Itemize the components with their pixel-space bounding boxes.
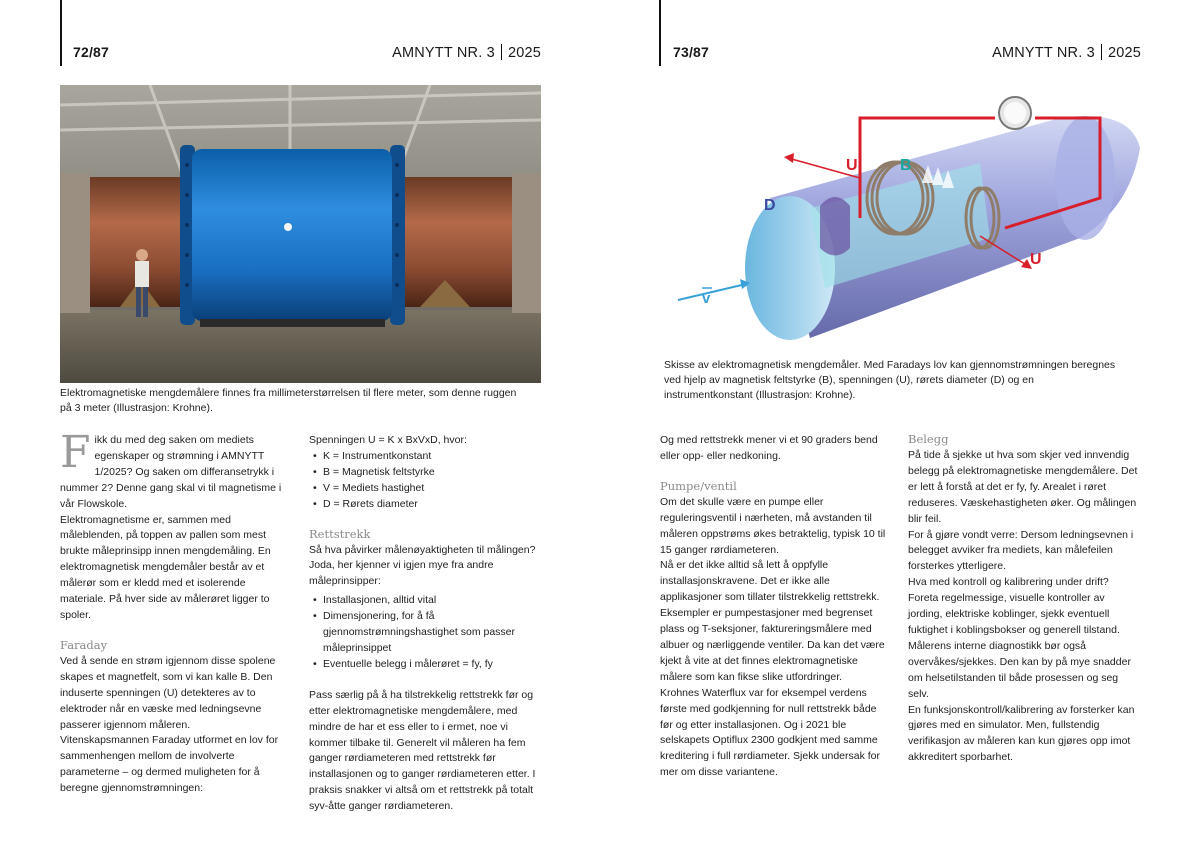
magazine-header: [992, 44, 1141, 61]
accuracy-list: [309, 593, 541, 673]
paragraph: Og med rettstrekk mener vi et 90 graders bend eller opp- eller nedkoning.: [660, 434, 878, 462]
paragraph: For å gjøre vondt verre: Dersom ledningsevnen i belegget avviker fra mediets, kan målefeilen forsterkes ytterligere.: [908, 528, 1134, 573]
list-item: • K = Instrumentkonstant: [323, 449, 541, 465]
article-column-4: [908, 431, 1141, 766]
list-item: • Dimensjonering, for å få gjennomstrømningshastighet som passer måleprinsippet: [323, 609, 541, 657]
header-rule: [659, 0, 661, 66]
diagram-label-b: B: [900, 157, 912, 174]
magazine-year: 2025: [1107, 45, 1141, 61]
section-heading-pumpe: Pumpe/ventil: [660, 478, 737, 493]
list-item: • Installasjonen, alltid vital: [323, 593, 541, 609]
diagram-label-u-right: U: [1030, 251, 1042, 268]
right-page: [600, 0, 1200, 849]
list-item: • V = Mediets hastighet: [323, 481, 541, 497]
section-heading-rettstrekk: Rettstrekk: [309, 526, 371, 541]
paragraph: Krohnes Waterflux var for eksempel verdens første med godkjenning for null rettstrekk både før og etter installasjonen. Og i 2021 ble selskapets Optiflux 2300 godkjent med samme kreditering i full rørdiameter. Sjekk undersak for mer om disse variantene.: [660, 686, 881, 779]
magazine-header: [392, 44, 541, 61]
diagram-label-u-top: U: [846, 157, 858, 174]
formula-intro: Spenningen U = K x BxVxD, hvor:: [309, 434, 467, 446]
header-rule: [60, 0, 62, 66]
section-heading-belegg: Belegg: [908, 432, 949, 446]
paragraph: En funksjonskontroll/kalibrering av forsterker kan gjøres med en simulator. Men, fullstendig verifikasjon av måleren kan kun gjøres opp imot akkreditert sporbarhet.: [908, 703, 1135, 764]
article-column-1: [60, 427, 292, 797]
paragraph: Hva med kontroll og kalibrering under drift? Foreta regelmessige, visuelle kontroller av jording, elektriske koblinger, sjekk eventuell fuktighet i koblingsbokser og generell tilstand.: [908, 576, 1120, 636]
drop-cap: F: [60, 427, 91, 478]
list-item: • B = Magnetisk feltstyrke: [323, 465, 541, 481]
article-column-2: [309, 433, 541, 815]
diagram-label-d: D: [764, 197, 776, 214]
page-number: 73/87: [673, 44, 710, 60]
paragraph: Vitenskapsmannen Faraday utformet en lov for sammenhengen mellom de involverte parameterne – og dermed muligheten for å beregne gjennomstrømningen:: [60, 734, 279, 795]
paragraph: Elektromagnetisme er, sammen med måleblenden, på toppen av pallen som mest brukte måleprinsipp innen mengdemåling. En elektromagnetisk mengdemåler består av et målerør som er kledd med et isolerende materiale. På hver side av målerøret ligger to spoler.: [60, 513, 271, 621]
paragraph: Pass særlig på å ha tilstrekkelig rettstrekk før og etter elektromagnetiske mengdemålere, med mindre de har et ess eller to i ermet, noe vi kommer tilbake til. Generelt vil måleren ha fem ganger rørdiameteren med rettstrekk før installasjonen og to ganger rørdiameteren etter. I praksis snakker vi altså om et rettstrekk på totalt syv-åtte ganger rørdiameteren.: [309, 688, 536, 813]
paragraph: Så hva påvirker målenøyaktigheten til målingen? Joda, her kjenner vi igjen mye fra andre måleprinsipper:: [309, 543, 536, 588]
magazine-title: AMNYTT NR. 3: [392, 45, 495, 61]
flowmeter-diagram: [660, 88, 1141, 350]
formula-list: [309, 449, 541, 513]
paragraph: Målerens interne diagnostikk bør også overvåkes/sjekkes. Den kan by på mye snadder om helsetilstanden til både prosessen og seg selv.: [908, 639, 1131, 700]
article-column-3: [660, 433, 892, 781]
section-heading-faraday: Faraday: [60, 637, 108, 652]
paragraph: Nå er det ikke alltid så lett å oppfylle installasjonskravene. Det er ikke alle applikasjoner som tillater tilstrekkelig rettstrekk. Eksempler er pumpestasjoner med begrenset plass og T-seksjoner, faktureringsmålere med albuer og nærliggende ventiler. Da kan det være kjekt å vite at det finnes elektromagnetiske målere som kan fikse slike utfordringer.: [660, 559, 885, 683]
list-item: • D = Rørets diameter: [323, 497, 541, 513]
paragraph: På tide å sjekke ut hva som skjer ved innvendig belegg på elektromagnetiske mengdemålere. Det er lett å forstå at det er fy, fy. Arealet i røret reduseres. Væskehastigheten øker. Og målingen blir feil.: [908, 449, 1138, 525]
paragraph: ikk du med deg saken om mediets egenskaper og strømning i AMNYTT 1/2025? Og saken om differansetrykk i nummer 2? Denne gang skal vi til magnetisme i vår Flowskole.: [60, 434, 282, 510]
page-number: 72/87: [73, 44, 110, 60]
diagram-label-v: v: [702, 290, 711, 307]
photo-caption: Elektromagnetiske mengdemålere finnes fra millimeterstørrelsen til flere meter, som denne ruggen på 3 meter (Illustrasjon: Krohne).: [60, 387, 517, 414]
magazine-year: 2025: [507, 45, 541, 61]
paragraph: Ved å sende en strøm igjennom disse spolene skapes et magnetfelt, som vi kan kalle B. Den induserte spenningen (U) detekteres av to elektroder når en væske med ledningsevne passerer igjennom måleren.: [60, 654, 276, 731]
diagram-caption: Skisse av elektromagnetisk mengdemåler. Med Faradays lov kan gjennomstrømningen beregnes ved hjelp av magnetisk feltstyrke (B), spenningen (U), rørets diameter (D) og en instrumentkonstant (Illustrasjon: Krohne).: [664, 359, 1116, 401]
list-item: • Eventuelle belegg i målerøret = fy, fy: [323, 657, 541, 673]
paragraph: Om det skulle være en pumpe eller reguleringsventil i nærheten, må avstanden til måleren oppstrøms økes betraktelig, typisk 10 til 15 ganger rørdiameteren.: [660, 495, 886, 556]
magazine-title: AMNYTT NR. 3: [992, 45, 1095, 61]
flowmeter-photo: [60, 85, 541, 383]
